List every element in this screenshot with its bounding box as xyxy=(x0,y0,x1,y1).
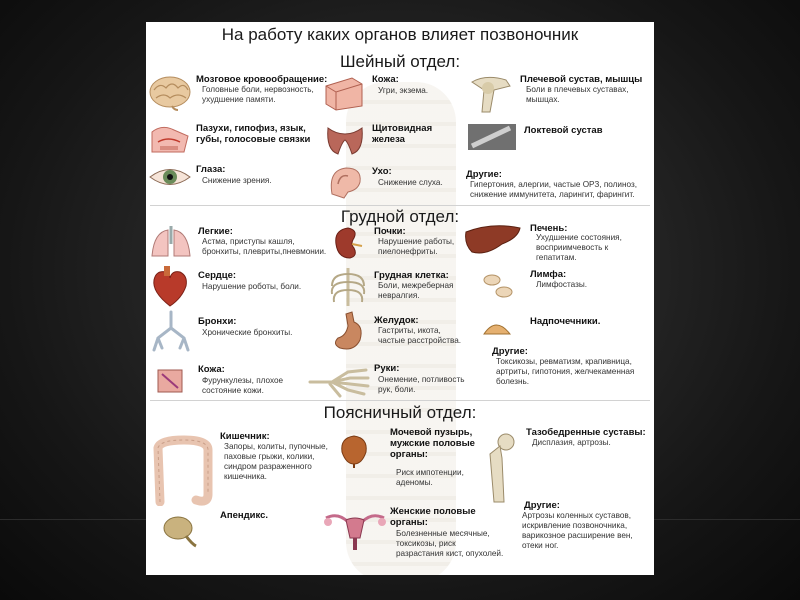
lumbar-bladder-desc: Риск импотенции, аденомы. xyxy=(396,468,464,487)
lumbar-hip-desc: Дисплазия, артрозы. xyxy=(532,438,611,447)
cervical-skin-desc: Угри, экзема. xyxy=(378,86,429,95)
thoracic-heart-desc: Нарушение роботы, боли. xyxy=(202,282,302,291)
sinus-icon xyxy=(148,122,192,158)
thoracic-skin-desc: Фурункулезы, плохое состояние кожи. xyxy=(202,376,284,395)
cervical-brain-label: Мозговое кровообращение: xyxy=(196,74,328,85)
thoracic-hands-desc: Онемение, потливость рук, боли. xyxy=(378,375,465,394)
lumbar-appendix-label: Апендикс. xyxy=(220,510,269,521)
hand-bones-icon xyxy=(308,364,370,400)
thoracic-liver-label: Печень: xyxy=(530,223,568,234)
divider-2 xyxy=(150,400,650,401)
thoracic-kidneys-desc: Нарушение работы, пиелонефриты. xyxy=(378,237,455,256)
lumbar-bladder-label: Мочевой пузырь, мужские половые органы: xyxy=(390,427,475,460)
thoracic-hands-label: Руки: xyxy=(374,363,400,374)
lumbar-intestine-desc: Запоры, колиты, пупочные, паховые грыжи, колики, синдром разраженного кишечника. xyxy=(224,442,328,481)
cervical-ear-label: Ухо: xyxy=(372,166,392,177)
female-organs-icon xyxy=(322,508,388,552)
infographic-sheet xyxy=(146,22,654,575)
section-thoracic-heading: Грудной отдел: xyxy=(340,207,460,226)
thoracic-chest-desc: Боли, межреберная невралгия. xyxy=(378,281,454,300)
liver-icon xyxy=(462,222,524,258)
thoracic-liver-desc: Ухудшение состояния, восприимчевость к гепатитам. xyxy=(536,233,622,262)
brain-icon xyxy=(148,74,192,112)
thoracic-chest-label: Грудная клетка: xyxy=(374,270,449,281)
cervical-skin-label: Кожа: xyxy=(372,74,399,85)
lumbar-other-desc: Артрозы коленных суставов, искривление позвоночника, варикозное расширение вен, отеки ног. xyxy=(522,511,633,550)
thoracic-heart-label: Сердце: xyxy=(198,270,237,281)
thoracic-lungs-label: Легкие: xyxy=(198,226,233,237)
shoulder-joint-icon xyxy=(466,72,516,114)
page-title: На работу каких органов влияет позвоночник xyxy=(221,25,579,44)
thoracic-stomach-desc: Гастриты, икота, частые расстройства. xyxy=(378,326,462,345)
cervical-thyroid-label: Щитовидная железа xyxy=(372,123,433,145)
thoracic-bronchi-desc: Хронические бронхиты. xyxy=(202,328,293,337)
appendix-icon xyxy=(160,514,200,548)
thoracic-bronchi-label: Бронхи: xyxy=(198,316,237,327)
section-cervical-heading: Шейный отдел: xyxy=(339,52,461,71)
heart-icon xyxy=(150,266,190,308)
divider-1 xyxy=(150,205,650,206)
cervical-ear-desc: Снижение слуха. xyxy=(378,178,443,187)
thoracic-lymph-label: Лимфа: xyxy=(530,269,567,280)
thyroid-icon xyxy=(324,120,366,162)
skin-icon xyxy=(322,74,366,112)
bronchi-icon xyxy=(148,310,194,354)
thoracic-other-desc: Токсикозы, ревматизм, крапивница, артриты, гипотония, желчекаменная болезнь. xyxy=(496,357,635,386)
intestine-icon xyxy=(150,434,216,506)
thoracic-skin-label: Кожа: xyxy=(198,364,225,375)
thoracic-lungs-desc: Астма, приступы кашля, бронхиты, плевриты,пневмонии. xyxy=(202,237,327,256)
thoracic-stomach-label: Желудок: xyxy=(374,315,419,326)
cervical-sinuses-label: Пазухи, гипофиз, язык, губы, голосовые связки xyxy=(196,123,311,145)
cervical-brain-desc: Головные боли, нервозность, ухудшение памяти. xyxy=(202,85,314,104)
lumbar-other-label: Другие: xyxy=(524,500,560,511)
skin-patch-icon xyxy=(154,366,186,396)
cervical-elbow-label: Локтевой сустав xyxy=(524,125,603,136)
lymph-node-icon xyxy=(480,270,516,304)
cervical-other-label: Другие: xyxy=(466,169,502,180)
cervical-eyes-label: Глаза: xyxy=(196,164,226,175)
thoracic-lymph-desc: Лимфостазы. xyxy=(536,280,587,289)
cervical-shoulder-desc: Боли в плечевых суставах, мышцах. xyxy=(526,85,629,104)
stomach-icon xyxy=(330,310,366,354)
bladder-icon xyxy=(336,432,372,468)
cervical-other-desc: Гипертония, алергии, частые ОРЗ, полиноз, снижение иммунитета, ларингит, фарингит. xyxy=(470,180,638,199)
ear-icon xyxy=(324,164,366,200)
elbow-joint-icon xyxy=(464,120,520,158)
thoracic-other-label: Другие: xyxy=(492,346,528,357)
ribcage-icon xyxy=(326,266,370,310)
adrenal-gland-icon xyxy=(480,316,514,340)
lungs-icon xyxy=(148,224,194,262)
lumbar-female-label: Женские половые органы: xyxy=(390,506,476,528)
hip-joint-icon xyxy=(480,432,520,504)
section-lumbar-heading: Поясничный отдел: xyxy=(323,403,477,422)
eye-icon xyxy=(148,162,192,192)
kidney-icon xyxy=(330,224,364,262)
cervical-shoulder-label: Плечевой сустав, мышцы xyxy=(520,74,643,85)
cervical-eyes-desc: Снижение зрения. xyxy=(202,176,272,185)
lumbar-hip-label: Тазобедренные суставы: xyxy=(526,427,646,438)
lumbar-intestine-label: Кишечник: xyxy=(220,431,270,442)
thoracic-adrenal-label: Надпочечники. xyxy=(530,316,601,327)
lumbar-female-desc: Болезненные месячные, токсикозы, риск разрастания кист, опухолей. xyxy=(396,529,504,558)
thoracic-kidneys-label: Почки: xyxy=(374,226,406,237)
